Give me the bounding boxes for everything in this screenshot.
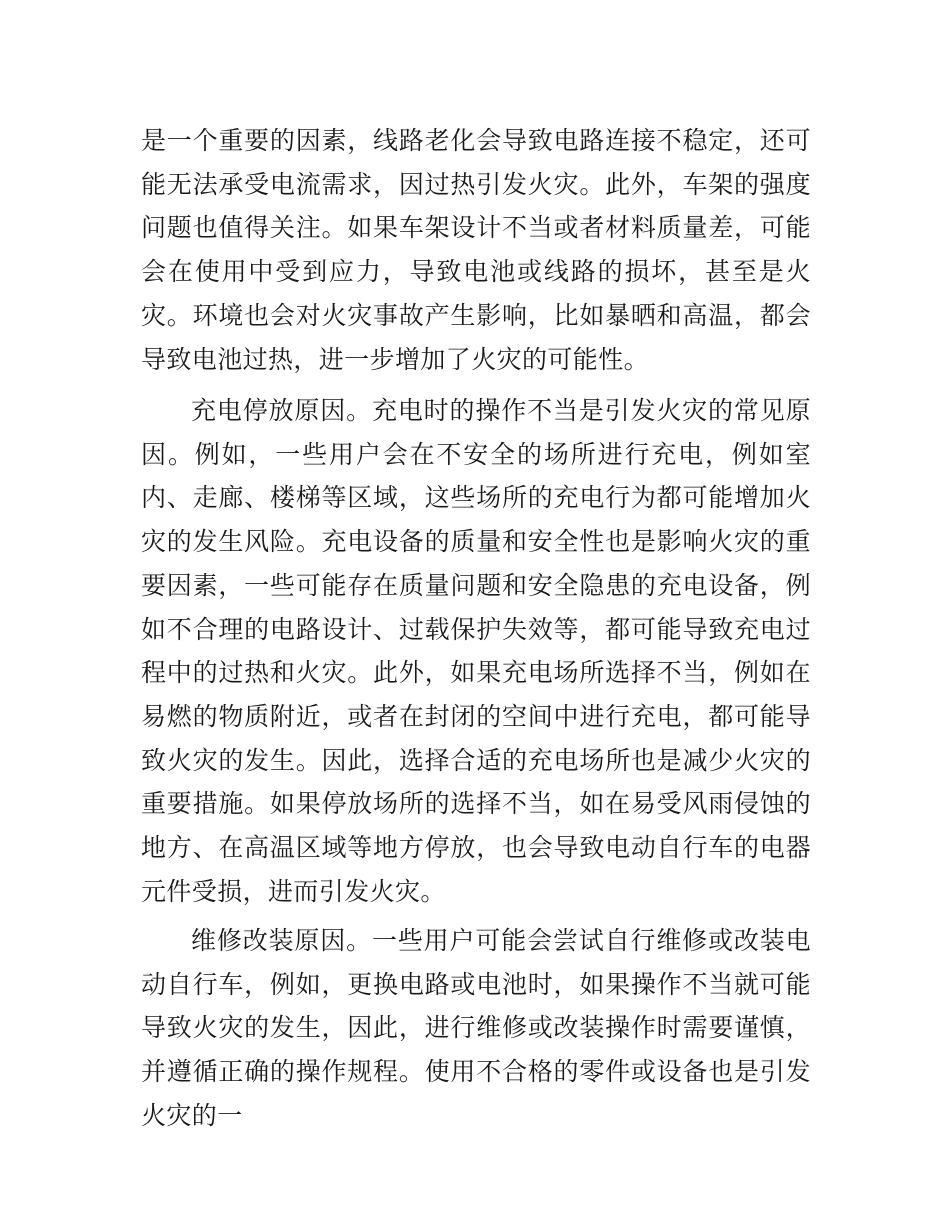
- paragraph-repair-modification: 维修改装原因。一些用户可能会尝试自行维修或改装电动自行车，例如，更换电路或电池时，如果操作不当就可能导致火灾的发生，因此，进行维修或改装操作时需要谨慎，并遵循正确的操作规程。使用不合格的零件或设备也是引发火灾的一: [141, 926, 811, 1130]
- paragraph-continuation: 是一个重要的因素，线路老化会导致电路连接不稳定，还可能无法承受电流需求，因过热引发火灾。此外，车架的强度问题也值得关注。如果车架设计不当或者材料质量差，可能会在使用中受到应力，导致电池或线路的损坏，甚至是火灾。环境也会对火灾事故产生影响，比如暴晒和高温，都会导致电池过热，进一步增加了火灾的可能性。: [141, 126, 811, 374]
- paragraph-charging-parking: 充电停放原因。充电时的操作不当是引发火灾的常见原因。例如，一些用户会在不安全的场所进行充电，例如室内、走廊、楼梯等区域，这些场所的充电行为都可能增加火灾的发生风险。充电设备的质量和安全性也是影响火灾的重要因素，一些可能存在质量问题和安全隐患的充电设备，例如不合理的电路设计、过载保护失效等，都可能导致充电过程中的过热和火灾。此外，如果充电场所选择不当，例如在易燃的物质附近，或者在封闭的空间中进行充电，都可能导致火灾的发生。因此，选择合适的充电场所也是减少火灾的重要措施。如果停放场所的选择不当，如在易受风雨侵蚀的地方、在高温区域等地方停放，也会导致电动自行车的电器元件受损，进而引发火灾。: [141, 396, 811, 906]
